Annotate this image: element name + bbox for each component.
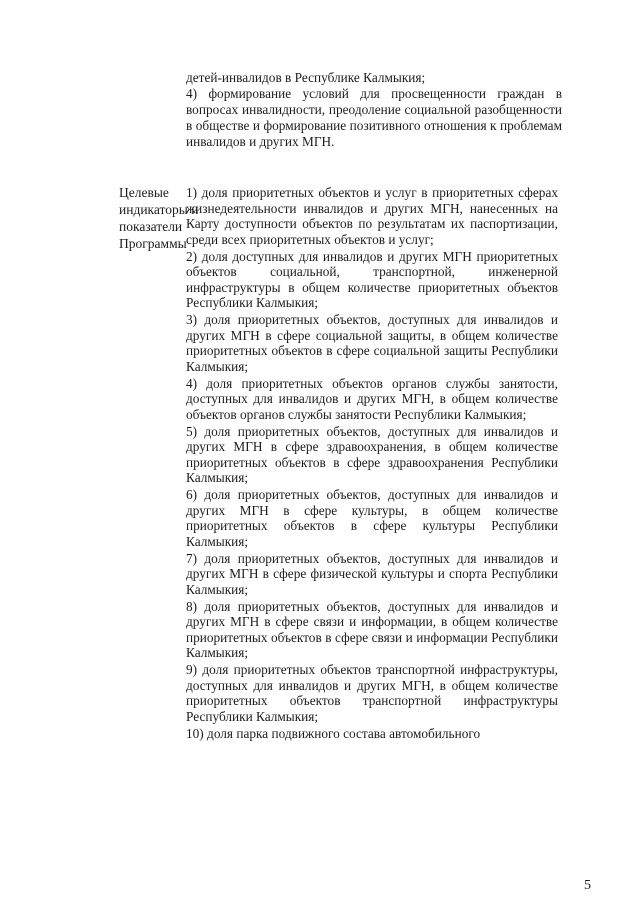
- page-number: 5: [584, 878, 591, 893]
- indicators-list: [186, 185, 558, 743]
- indicator-item: 1) доля приоритетных объектов и услуг в приоритетных сферах жизнедеятельности инвалидов и других МГН, нанесенных на Карту доступности объектов по результатам их паспортизации, среди всех приоритетных объектов и услуг;: [186, 185, 558, 247]
- section-label: Целевые индикаторы и показатели Программы: [119, 185, 199, 251]
- intro-item-4: 4) формирование условий для просвещенности граждан в вопросах инвалидности, преодоление социальной разобщенности в обществе и формирование позитивного отношения к проблемам инвалидов и других МГН.: [186, 86, 562, 149]
- indicator-item: 10) доля парка подвижного состава автомобильного: [186, 725, 481, 741]
- indicator-item: 2) доля доступных для инвалидов и других МГН приоритетных объектов социальной, транспортной, инженерной инфраструктуры в общем количестве приоритетных объектов Республики Калмыкия;: [186, 248, 558, 310]
- intro-line-1: детей-инвалидов в Республике Калмыкия;: [186, 70, 426, 85]
- indicator-item: 9) доля приоритетных объектов транспортной инфраструктуры, доступных для инвалидов и других МГН, в общем количестве приоритетных объектов транспортной инфраструктуры Республики Калмыкия;: [186, 662, 558, 724]
- intro-text: [186, 70, 562, 150]
- indicator-item: 3) доля приоритетных объектов, доступных для инвалидов и других МГН в сфере социальной защиты, в общем количестве приоритетных объектов в сфере социальной защиты Республики Калмыкия;: [186, 312, 558, 374]
- indicator-item: 6) доля приоритетных объектов, доступных для инвалидов и других МГН в сфере культуры, в общем количестве приоритетных объектов в сфере культуры Республики Калмыкия;: [186, 487, 558, 549]
- indicator-item: 7) доля приоритетных объектов, доступных для инвалидов и других МГН в сфере физической культуры и спорта Республики Калмыкия;: [186, 550, 558, 597]
- indicator-item: 4) доля приоритетных объектов органов службы занятости, доступных для инвалидов и других МГН, в общем количестве объектов органов службы занятости Республики Калмыкия;: [186, 375, 558, 422]
- indicator-item: 8) доля приоритетных объектов, доступных для инвалидов и других МГН в сфере связи и информации, в общем количестве приоритетных объектов в сфере связи и информации Республики Калмыкия;: [186, 598, 558, 660]
- indicator-item: 5) доля приоритетных объектов, доступных для инвалидов и других МГН в сфере здравоохранения, в общем количестве приоритетных объектов в сфере здравоохранения Республики Калмыкия;: [186, 423, 558, 485]
